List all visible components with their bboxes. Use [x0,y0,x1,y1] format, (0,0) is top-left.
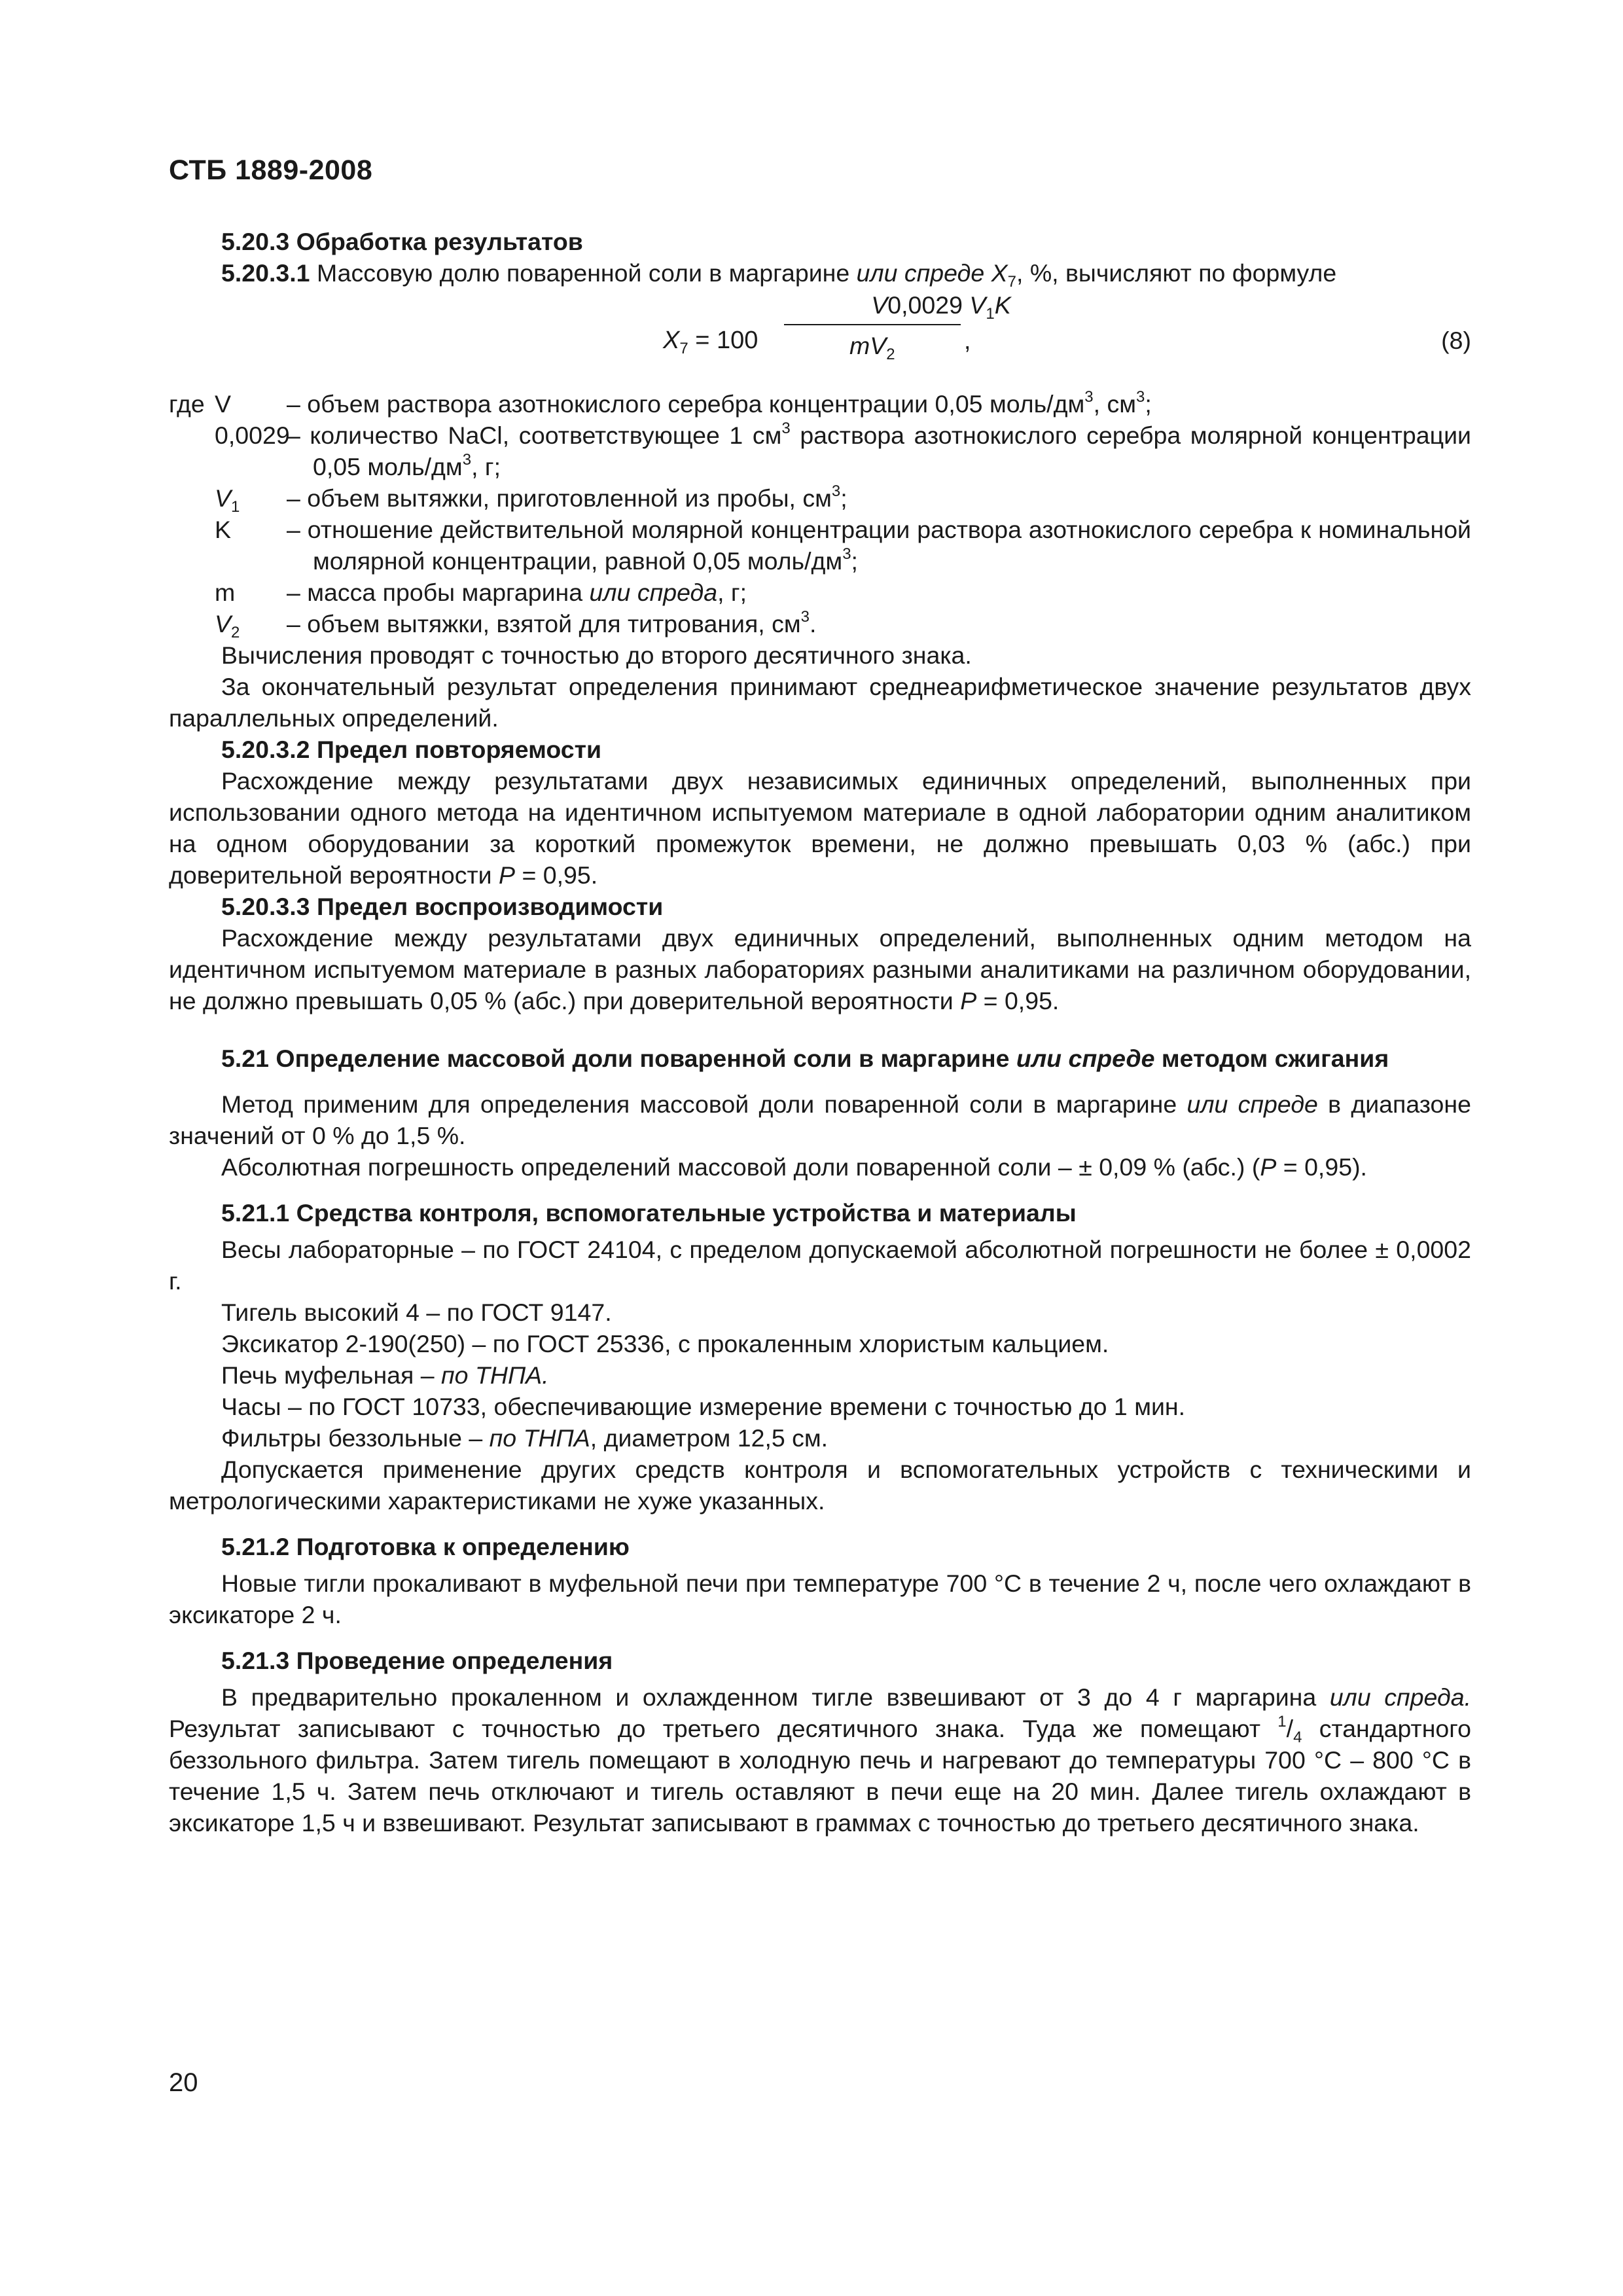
section-heading-5-20-3-3: 5.20.3.3 Предел воспроизводимости [221,893,664,920]
def-symbol: 0,0029 [215,422,290,449]
formula-denominator: $mV_2$ [849,332,895,363]
def-symbol: V [215,390,232,418]
formula-lhs: $X_7 = 100$ [663,327,758,357]
section-heading-5-21: 5.21 Определение массовой доли поваренной соли в маргарине или спреде методом сжигания [221,1045,1389,1072]
def-text: – объем вытяжки, приготовленной из пробы, $см^3$; [287,482,847,512]
equipment-item: Тигель высокий 4 – по ГОСТ 9147. [221,1299,612,1326]
method-scope: Метод применим для определения массовой доли поваренной соли в маргарине или спреде в диапазоне значений от 0 % до 1,5 %. [169,1090,1471,1149]
equipment-item: Фильтры беззольные – по ТНПА, диаметром 12,5 см. [221,1424,829,1452]
reproducibility-text: Расхождение между результатами двух единичных определений, выполненных одним методом на идентичном испытуемом материале в разных лабораториях разными аналитиками на различном оборудовании, не должно превышать 0,05 % (абс.) при доверительной вероятности P = 0,95. [169,924,1471,1014]
procedure-text: В предварительно прокаленном и охлажденном тигле взвешивают от 3 до 4 г маргарина или спреда. Результат записывают с точностью до третьего десятичного знака. Туда же помещают $^1/_4$ стандартного беззольного фильтра. Затем тигель помещают в холодную печь и нагревают до температуры 700 °С – 800 °С в течение 1,5 ч. Затем печь отключают и тигель оставляют в печи еще на 20 мин. Далее тигель охлаждают в эксикаторе 1,5 ч и взвешивают. Результат записывают в граммах с точностью до третьего десятичного знака. [169,1683,1471,1837]
equipment-item: Весы лабораторные – по ГОСТ 24104, с пределом допускаемой абсолютной погрешности не более ± 0,0002 г. [169,1236,1471,1295]
formula-fraction [784,289,1098,362]
equipment-allowed: Допускается применение других средств контроля и вспомогательных устройств с техническими и метрологическими характеристиками не хуже указанных. [169,1456,1471,1515]
section-heading-5-20-3-2: 5.20.3.2 Предел повторяемости [221,736,602,763]
def-symbol: K [215,516,232,543]
document-body [169,226,1471,1839]
paragraph-5-20-3-1: 5.20.3.1 Массовую долю поваренной соли в маргарине или спреде $X_7$, %, вычисляют по формуле [221,259,1337,291]
document-header: СТБ 1889-2008 [169,154,373,186]
def-symbol: m [215,579,236,606]
formula-8: $X_7 = 100$ V0,0029 $V_1K$ $mV_2$ , (8) [169,289,1471,387]
section-heading-5-21-3: 5.21.3 Проведение определения [221,1647,613,1674]
variable-definitions [169,388,1471,639]
fraction-bar [784,324,961,325]
def-symbol: $V_1$ [215,484,240,516]
equipment-item: Часы – по ГОСТ 10733, обеспечивающие измерение времени с точностью до 1 мин. [221,1393,1186,1420]
repeatability-text: Расхождение между результатами двух независимых единичных определений, выполненных при использовании одного метода на идентичном испытуемом материале в одной лаборатории одним аналитиком на одном оборудовании за короткий промежуток времени, не должно превышать 0,03 % (абс.) при доверительной вероятности P = 0,95. [169,767,1471,889]
equipment-item: Эксикатор 2-190(250) – по ГОСТ 25336, с прокаленным хлористым кальцием. [221,1330,1109,1357]
equipment-item: Печь муфельная – по ТНПА. [221,1361,549,1389]
section-heading-5-21-1: 5.21.1 Средства контроля, вспомогательные устройства и материалы [221,1199,1077,1227]
formula-numerator: V0,0029 $V_1K$ [871,291,1011,323]
calc-final-result: За окончательный результат определения принимают среднеарифметическое значение результатов двух параллельных определений. [169,673,1471,732]
preparation-text: Новые тигли прокаливают в муфельной печи при температуре 700 °С в течение 2 ч, после чего охлаждают в эксикаторе 2 ч. [169,1570,1471,1628]
section-heading-5-21-2: 5.21.2 Подготовка к определению [221,1533,630,1560]
page-number: 20 [169,2068,198,2097]
def-symbol: $V_2$ [215,610,240,641]
equation-number: (8) [1441,327,1471,354]
calc-precision: Вычисления проводят с точностью до второго десятичного знака. [221,641,972,669]
where-label: где [169,390,205,418]
def-text: – отношение действительной молярной концентрации раствора азотнокислого серебра к номинальной молярной концентрации, равной 0,05 моль/$дм^3$; [287,516,1471,575]
def-text: – количество NaCl, соответствующее 1 $см^3$ раствора азотнокислого серебра молярной концентрации 0,05 моль/$дм^3$, г; [287,420,1471,480]
def-text: – объем вытяжки, взятой для титрования, $см^3$. [287,608,817,637]
def-text: – объем раствора азотнокислого серебра концентрации 0,05 моль/$дм^3$, $см^3$; [287,388,1152,418]
method-error: Абсолютная погрешность определений массовой доли поваренной соли – ± 0,09 % (абс.) (P = 0,95). [221,1153,1367,1181]
section-heading-5-20-3: 5.20.3 Обработка результатов [221,228,583,255]
def-text: – масса пробы маргарина или спреда, г; [287,579,747,606]
